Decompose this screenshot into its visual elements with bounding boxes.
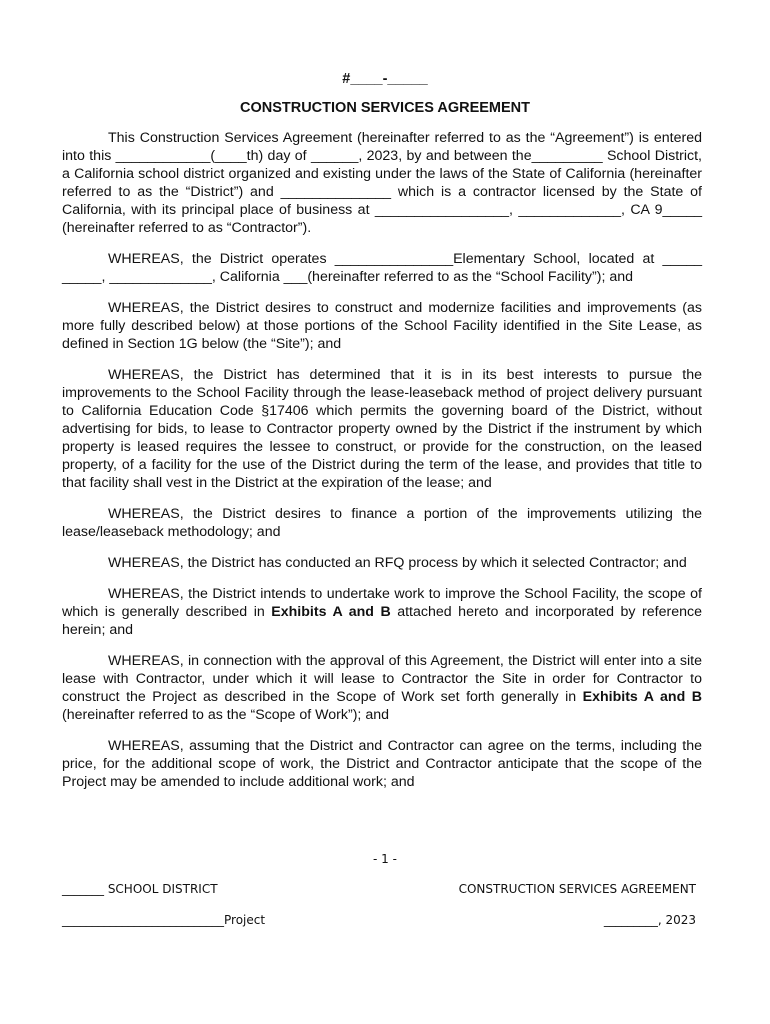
- paragraph-text: WHEREAS, the District intends to undertake work to improve the School Facility, the scope of which is generally described in: [62, 586, 702, 620]
- footer-school-district: _______ SCHOOL DISTRICT: [62, 882, 218, 896]
- exhibits-reference: Exhibits A and B: [271, 604, 391, 620]
- footer-date: _________, 2023: [603, 913, 696, 927]
- paragraph-whereas-modernize: WHEREAS, the District desires to construct and modernize facilities and improvements (as more fully described below) at those portions of the School Facility identified in the Site Lease, as defined in Section 1G below (the “Site”); and: [62, 300, 702, 352]
- paragraph-whereas-scope: [62, 585, 702, 639]
- paragraph-whereas-finance: WHEREAS, the District desires to finance a portion of the improvements utilizing the lease/leaseback methodology; and: [62, 506, 702, 540]
- agreement-body: [62, 129, 702, 804]
- document-title: CONSTRUCTION SERVICES AGREEMENT: [239, 100, 531, 116]
- footer-project: ___________________________Project: [62, 913, 266, 927]
- paragraph-whereas-site-lease: [62, 652, 702, 724]
- paragraph-text: attached hereto and incorporated by reference herein; and: [62, 604, 702, 638]
- page-number: - 1 -: [373, 852, 397, 866]
- footer-row-1: [62, 882, 696, 898]
- paragraph-intro: This Construction Services Agreement (hereinafter referred to as the “Agreement”) is entered into this ____________(____th) day of ______, 2023, by and between the_________ School District, a California school district organized and existing under the laws of the State of California (hereinafter referred to as the “District”) and ______________ which is a contractor licensed by the State of California, with its principal place of business at _________________, _____________, CA 9_____ (hereinafter referred to as “Contractor”).: [62, 130, 702, 236]
- paragraph-whereas-additional-work: WHEREAS, assuming that the District and Contractor can agree on the terms, including the price, for the additional scope of work, the District and Contractor anticipate that the scope of the Project may be amended to include additional work; and: [62, 738, 702, 790]
- paragraph-text: WHEREAS, in connection with the approval of this Agreement, the District will enter into a site lease with Contractor, under which it will lease to Contractor the Site in order for Contractor to construct the Project as described in the Scope of Work set forth generally in: [62, 653, 702, 705]
- paragraph-whereas-school: WHEREAS, the District operates _______________Elementary School, located at _____ _____, _____________, California ___(hereinafter referred to as the “School Facility”); and: [62, 251, 702, 285]
- paragraph-whereas-rfq: WHEREAS, the District has conducted an RFQ process by which it selected Contractor; and: [108, 555, 687, 571]
- exhibits-reference: Exhibits A and B: [582, 689, 702, 705]
- footer-agreement-name: CONSTRUCTION SERVICES AGREEMENT: [458, 882, 696, 896]
- document-number: #____-_____: [342, 71, 428, 87]
- paragraph-text: (hereinafter referred to as the “Scope of Work”); and: [62, 707, 389, 723]
- paragraph-whereas-lease-leaseback: WHEREAS, the District has determined that it is in its best interests to pursue the improvements to the School Facility through the lease-leaseback method of project delivery pursuant to California Education Code §17406 which permits the governing board of the District, without advertising for bids, to lease to Contractor property owned by the District if the instrument by which property is leased requires the lessee to construct, or provide for the construction, on the leased property, of a facility for the use of the District during the term of the lease, and provides that title to that facility shall vest in the District at the expiration of the lease; and: [62, 367, 702, 491]
- footer-row-2: [62, 913, 696, 929]
